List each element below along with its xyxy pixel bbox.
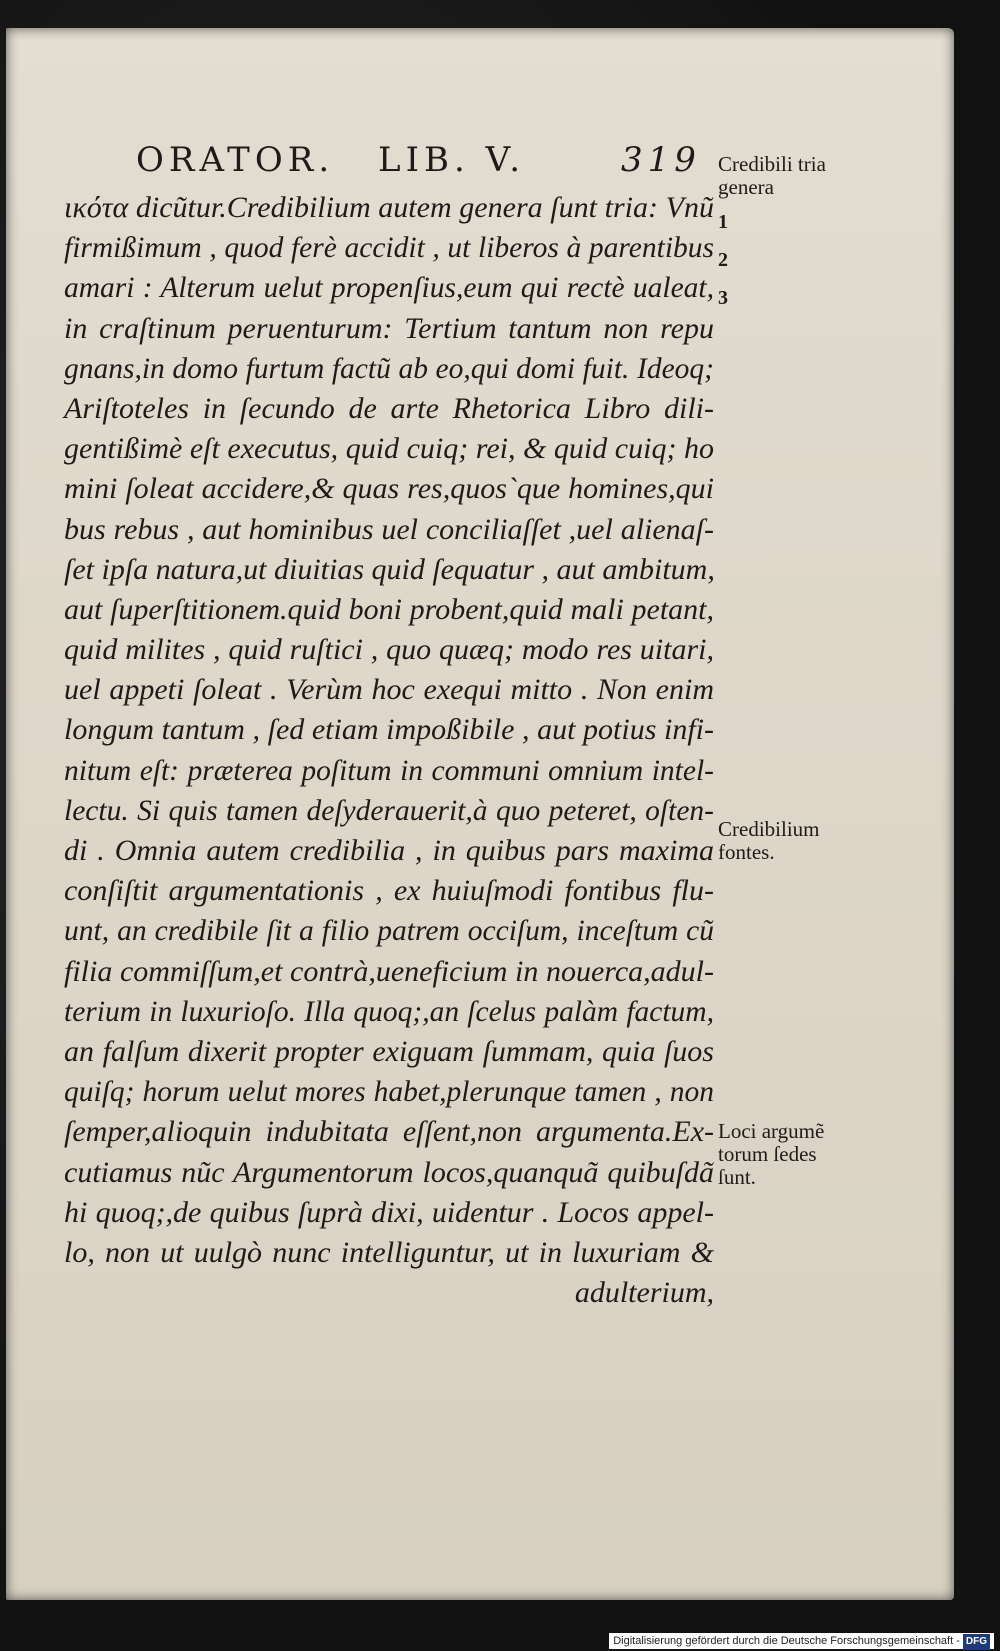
text-line: filia commiſſum,et contrà,ueneficium in nouerca,adul- — [64, 954, 714, 988]
text-line: uel appeti ſoleat . Verùm hoc exequi mitto . Non enim — [64, 673, 714, 707]
text-line: conſiſtit argumentationis , ex huiuſmodi fontibus flu- — [64, 874, 714, 908]
text-line: longum tantum , ſed etiam impoßibile , aut potius infi- — [64, 713, 714, 747]
text-line: lectu. Si quis tamen deſyderauerit,à quo peteret, oſten- — [64, 794, 714, 827]
margin-number-1: 1 — [718, 211, 728, 233]
running-head-book: LIB. V. — [378, 140, 526, 180]
text-line: di . Omnia autem credibilia , in quibus pars maxima — [64, 834, 714, 867]
margin-note-line: torum ſedes — [718, 1142, 817, 1166]
text-line: in craſtinum peruenturum: Tertium tantum non repu — [64, 311, 714, 345]
running-head — [136, 140, 716, 188]
text-line: terium in luxurioſo. Illa quoq;,an ſcelus palàm factum, — [64, 995, 714, 1028]
margin-note-fontes — [718, 818, 918, 864]
margin-note-line: fontes. — [718, 840, 775, 864]
text-line: unt, an credibile ſit a filio patrem occiſum, inceſtum cũ — [64, 915, 714, 948]
book-page — [6, 28, 954, 1600]
text-line: gnans,in domo furtum factũ ab eo,qui domi fuit. Ideoq; — [64, 352, 714, 385]
text-line: an falſum dixerit propter exiguam ſummam, quia ſuos — [64, 1034, 714, 1068]
text-line: ſemper,alioquin indubitata eſſent,non argumenta.Ex- — [64, 1115, 714, 1149]
text-line: bus rebus , aut hominibus uel conciliaſſet ,uel alienaſ- — [64, 512, 714, 546]
text-line: gentißimè eſt executus, quid cuiq; rei, & quid cuiq; ho — [64, 432, 714, 466]
margin-note-line: genera — [718, 175, 774, 199]
text-line: mini ſoleat accidere,& quas res,quos`que homines,qui — [64, 472, 714, 506]
digitization-credit — [609, 1633, 994, 1649]
margin-note-credibili — [718, 153, 918, 199]
margin-note-line: ſunt. — [718, 1165, 756, 1189]
margin-note-loci — [718, 1120, 918, 1189]
text-line: adulterium, — [574, 1276, 714, 1310]
text-line: Ariſtoteles in ſecundo de arte Rhetorica Libro dili- — [64, 391, 714, 425]
text-line: nitum eſt: præterea poſitum in communi omnium intel- — [64, 754, 714, 787]
text-line: ικότα dicũtur.Credibilium autem genera ſunt tria: Vnũ — [64, 191, 714, 224]
body-text — [64, 188, 714, 1313]
text-line: hi quoq;,de quibus ſuprà dixi, uidentur . Locos appel- — [64, 1195, 714, 1229]
margin-number-3: 3 — [718, 287, 728, 309]
dfg-badge: DFG — [963, 1634, 990, 1650]
text-line: quid milites , quid ruſtici , quo quæq; modo res uitari, — [64, 633, 714, 667]
margin-note-line: Loci argumẽ — [718, 1119, 825, 1143]
text-line: firmißimum , quod ferè accidit , ut liberos à parentibus — [64, 232, 714, 265]
page-number: 319 — [621, 140, 701, 180]
credit-text: Digitalisierung gefördert durch die Deutsche Forschungsgemeinschaft - — [613, 1635, 960, 1647]
margin-note-line: Credibilium — [718, 817, 820, 841]
margin-note-line: Credibili tria — [718, 152, 826, 176]
margin-number-2: 2 — [718, 249, 728, 271]
text-line: quiſq; horum uelut mores habet,plerunque tamen , non — [64, 1076, 714, 1109]
text-line: ſet ipſa natura,ut diuitias quid ſequatur , aut ambitum, — [64, 552, 715, 586]
text-line: lo, non ut uulgò nunc intelliguntur, ut in luxuriam & — [64, 1235, 714, 1269]
text-line: cutiamus nũc Argumentorum locos,quanquã quibuſdã — [64, 1155, 714, 1189]
text-line: amari : Alterum uelut propenſius,eum qui rectè ualeat, — [64, 272, 714, 305]
running-head-title: ORATOR. — [136, 140, 335, 180]
text-line: aut ſuperſtitionem.quid boni probent,quid mali petant, — [64, 592, 714, 626]
